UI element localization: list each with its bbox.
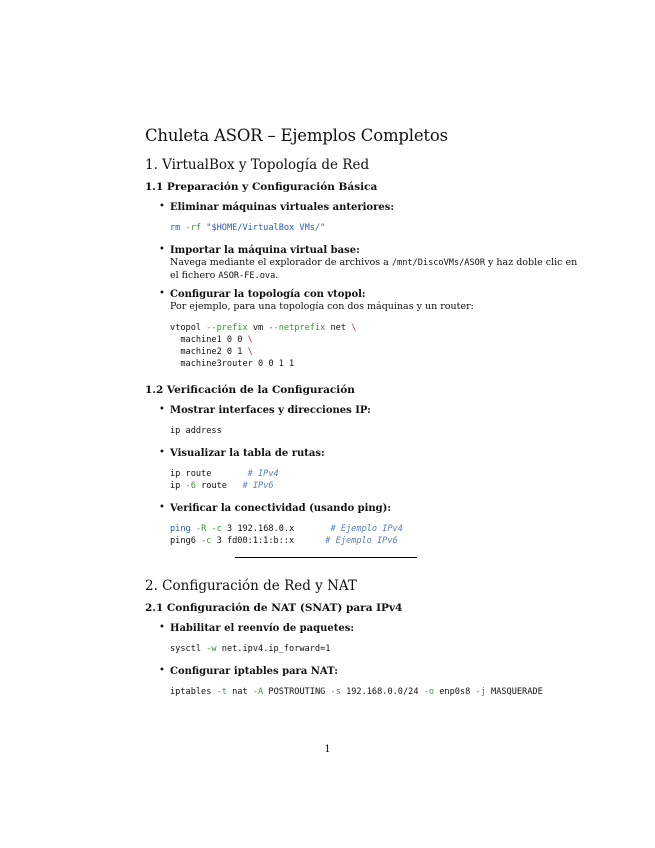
code-token: ip route (170, 468, 212, 479)
code-token: -j (475, 686, 486, 697)
list-item (145, 244, 585, 282)
item-title: Verificar la conectividad (usando ping): (170, 502, 392, 514)
code-token: machine3router 0 0 1 1 (180, 358, 295, 369)
item-title: Configurar la topología con vtopol: (170, 289, 366, 300)
code-token: vtopol (170, 322, 202, 333)
code-token: rm (170, 223, 181, 233)
section-divider (235, 557, 417, 558)
list-item (145, 288, 585, 314)
list-item (145, 622, 585, 655)
code-block-sysctl (170, 643, 585, 655)
document-title: Chuleta ASOR – Ejemplos Completos (145, 126, 448, 145)
code-block-iptables (170, 686, 585, 698)
code-token: route (201, 480, 227, 491)
code-token: machine1 0 0 (180, 334, 243, 345)
code-token: net.ipv4.ip_forward=1 (221, 643, 331, 654)
code-comment: # IPv4 (247, 468, 279, 479)
item-text: Por ejemplo, para una topología con dos máquinas y un router: (170, 301, 474, 312)
code-token: \ (351, 322, 357, 333)
code-token: -o (423, 686, 435, 697)
code-block-ping (170, 523, 585, 547)
path-text: /mnt/DiscoVMs/ASOR (391, 258, 485, 268)
code-token: vm (252, 322, 264, 333)
code-token: 3 fd00:1:1:b::x (216, 535, 295, 546)
code-token: net (330, 322, 347, 333)
code-token: MASQUERADE (491, 686, 543, 697)
list-item (145, 665, 585, 698)
code-block-vtopol (170, 322, 585, 370)
subsection-2-1-heading: 2.1 Configuración de NAT (SNAT) para IPv4 (145, 601, 403, 614)
code-token: ping (170, 523, 191, 534)
code-token: enp0s8 (439, 686, 471, 697)
code-token: ip (170, 480, 181, 491)
code-block-ip-address (170, 425, 585, 437)
code-token: \ (247, 346, 253, 357)
code-block-ip-route (170, 468, 585, 492)
item-title: Visualizar la tabla de rutas: (170, 447, 325, 459)
bullet-icon: • (159, 501, 165, 513)
code-token: sysctl (170, 643, 202, 654)
code-token: -t (216, 686, 227, 697)
code-token: --netprefix (268, 322, 326, 333)
bullet-icon: • (159, 403, 165, 415)
code-token: POSTROUTING (268, 686, 326, 697)
section-2-heading: 2. Configuración de Red y NAT (145, 577, 357, 594)
text-run: Navega mediante el explorador de archivos a (170, 257, 392, 268)
code-token: iptables (170, 686, 212, 697)
code-token: -R (195, 523, 207, 534)
code-token: --prefix (206, 322, 248, 333)
file-text: ASOR-FE.ova (218, 270, 276, 281)
text-run: . (275, 269, 279, 281)
code-token: 3 192.168.0.x (226, 523, 295, 534)
code-token: -c (211, 523, 222, 534)
list-item (145, 201, 585, 234)
code-token: ping6 (170, 535, 196, 546)
code-comment: # IPv6 (242, 480, 274, 491)
item-title: Configurar iptables para NAT: (170, 665, 338, 677)
text-run: y haz doble clic en el fichero (170, 257, 578, 281)
code-token: 192.168.0.0/24 (346, 686, 419, 697)
bullet-icon: • (159, 446, 165, 458)
code-token: -w (206, 643, 217, 654)
subsection-1-1-heading: 1.1 Preparación y Configuración Básica (145, 181, 378, 193)
code-token: -s (330, 686, 341, 697)
code-token: ip address (170, 425, 222, 436)
bullet-icon: • (159, 201, 165, 212)
code-token: "$HOME/VirtualBox VMs/" (206, 223, 326, 233)
bullet-icon: • (159, 621, 165, 633)
code-token: \ (247, 334, 253, 345)
code-token: machine2 0 1 (180, 346, 243, 357)
code-token: -A (252, 686, 264, 697)
bullet-icon: • (159, 288, 165, 299)
document-page (145, 126, 585, 708)
bullet-icon: • (159, 664, 165, 676)
code-token: -6 (185, 480, 196, 491)
code-token: -rf (185, 223, 202, 233)
item-title: Habilitar el reenvío de paquetes: (170, 622, 355, 634)
list-item (145, 447, 585, 492)
bullet-icon: • (159, 244, 165, 255)
item-title: Eliminar máquinas virtuales anteriores: (170, 202, 395, 213)
code-token: nat (232, 686, 248, 697)
list-item (145, 502, 585, 547)
code-block-rm (170, 222, 585, 234)
subsection-1-2-heading: 1.2 Verificación de la Configuración (145, 383, 355, 396)
list-item (145, 404, 585, 437)
code-comment: # Ejemplo IPv4 (330, 523, 403, 534)
item-text (170, 257, 585, 282)
code-comment: # Ejemplo IPv6 (325, 535, 398, 546)
item-title: Importar la máquina virtual base: (170, 245, 360, 256)
item-title: Mostrar interfaces y direcciones IP: (170, 404, 371, 416)
code-token: -c (201, 535, 212, 546)
page-number: 1 (324, 744, 331, 755)
section-1-heading: 1. VirtualBox y Topología de Red (145, 157, 370, 173)
